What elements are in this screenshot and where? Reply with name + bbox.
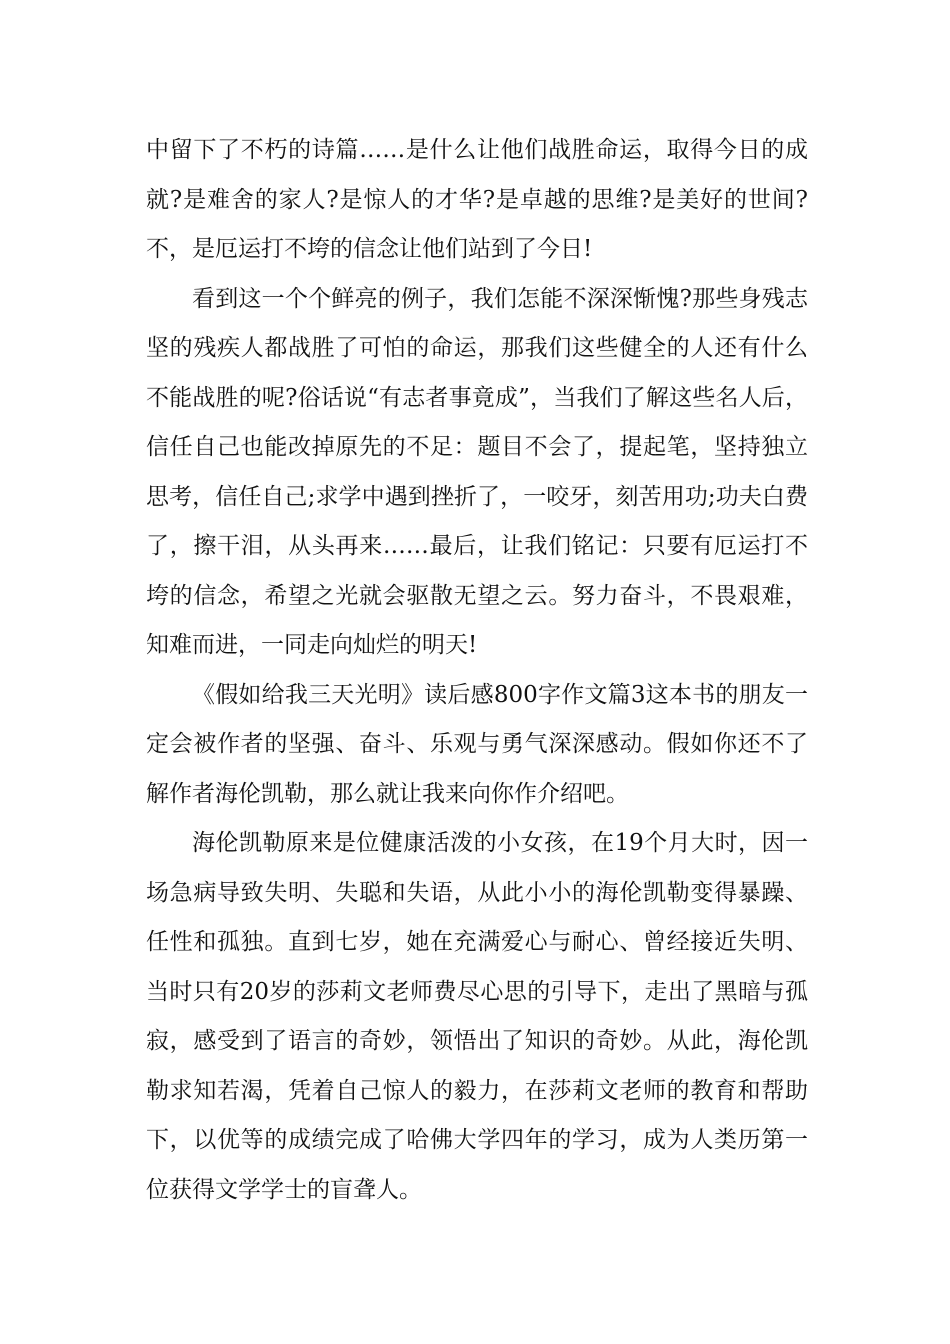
paragraph-continuation: 中留下了不朽的诗篇……是什么让他们战胜命运，取得今日的成就?是难舍的家人?是惊人的才华?是卓越的思维?是美好的世间?不，是厄运打不垮的信念让他们站到了今日! [146, 137, 808, 262]
paragraph-helen-keller: 海伦凯勒原来是位健康活泼的小女孩，在19个月大时，因一场急病导致失明、失聪和失语，从此小小的海伦凯勒变得暴躁、任性和孤独。直到七岁，她在充满爱心与耐心、曾经接近失明、当时只有20岁的莎莉文老师费尽心思的引导下，走出了黑暗与孤寂，感受到了语言的奇妙，领悟出了知识的奇妙。从此，海伦凯勒求知若渴，凭着自己惊人的毅力，在莎莉文老师的教育和帮助下，以优等的成绩完成了哈佛大学四年的学习，成为人类历第一位获得文学学士的盲聋人。 [146, 830, 808, 1203]
paragraph-book-intro: 《假如给我三天光明》读后感800字作文篇3这本书的朋友一定会被作者的坚强、奋斗、乐观与勇气深深感动。假如你还不了解作者海伦凯勒，那么就让我来向你作介绍吧。 [146, 681, 808, 807]
paragraph-encouragement: 看到这一个个鲜亮的例子，我们怎能不深深惭愧?那些身残志坚的残疾人都战胜了可怕的命运，那我们这些健全的人还有什么不能战胜的呢?俗话说“有志者事竟成”，当我们了解这些名人后，信任自己也能改掉原先的不足：题目不会了，提起笔，坚持独立思考，信任自己;求学中遇到挫折了，一咬牙，刻苦用功;功夫白费了，擦干泪，从头再来……最后，让我们铭记：只要有厄运打不垮的信念，希望之光就会驱散无望之云。努力奋斗，不畏艰难，知难而进，一同走向灿烂的明天! [146, 285, 808, 658]
body-text [146, 126, 808, 1215]
